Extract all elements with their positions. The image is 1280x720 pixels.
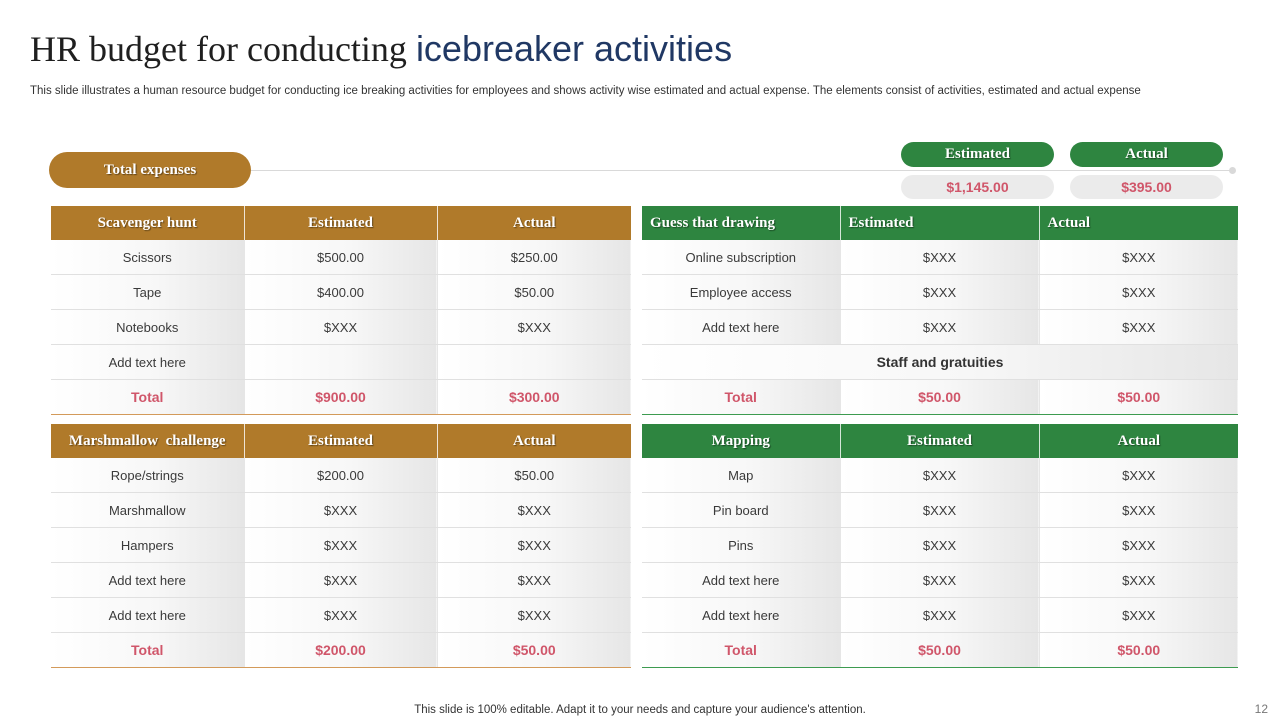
estimated-cell: $XXX [244,310,437,345]
item-cell: Scissors [51,240,244,275]
estimated-cell: $XXX [244,598,437,633]
item-cell: Map [642,458,840,493]
item-cell: Online subscription [642,240,840,275]
estimated-summary-label: Estimated [901,142,1054,167]
table-row [51,310,631,345]
header-actual: Actual [1039,424,1238,458]
estimated-cell: $XXX [244,528,437,563]
estimated-cell: $XXX [244,493,437,528]
estimated-cell: $XXX [244,563,437,598]
estimated-summary-value: $1,145.00 [901,175,1054,199]
total-estimated: $50.00 [840,633,1039,668]
total-expenses-pill: Total expenses [49,152,251,188]
table-row [642,598,1238,633]
table-header-row [51,424,631,458]
item-cell: Hampers [51,528,244,563]
item-cell: Add text here [642,310,840,345]
estimated-cell: $XXX [840,275,1039,310]
actual-cell: $XXX [437,310,631,345]
total-actual: $50.00 [437,633,631,668]
item-cell: Pin board [642,493,840,528]
estimated-cell: $XXX [840,528,1039,563]
header-estimated: Estimated [840,424,1039,458]
table-header-row [642,206,1238,240]
actual-cell: $XXX [437,528,631,563]
header-actual: Actual [437,424,631,458]
actual-cell: $XXX [1039,275,1238,310]
mapping-table [642,424,1238,668]
header-activity: Marshmallow challenge [51,424,244,458]
total-row [51,380,631,415]
scavenger-hunt-table [51,206,631,415]
total-label: Total [642,633,840,668]
item-cell: Marshmallow [51,493,244,528]
slide-description: This slide illustrates a human resource budget for conducting ice breaking activities for employees and shows activity wise estimated and actual expense. The elements consist of activities, estimated and actual expense [30,85,1141,97]
actual-cell: $XXX [437,563,631,598]
actual-cell: $50.00 [437,458,631,493]
header-activity: Scavenger hunt [51,206,244,240]
estimated-cell: $XXX [840,240,1039,275]
total-label: Total [51,380,244,415]
estimated-cell: $400.00 [244,275,437,310]
item-cell: Add text here [642,598,840,633]
divider-dot [1229,167,1236,174]
estimated-cell [244,345,437,380]
item-cell: Notebooks [51,310,244,345]
table-header-row [51,206,631,240]
total-estimated: $50.00 [840,380,1039,415]
estimated-cell: $XXX [840,563,1039,598]
total-row [51,633,631,668]
table-row [51,240,631,275]
estimated-cell: $200.00 [244,458,437,493]
marshmallow-challenge-table [51,424,631,668]
estimated-cell: $XXX [840,310,1039,345]
total-actual: $50.00 [1039,380,1238,415]
actual-cell: $XXX [1039,310,1238,345]
actual-cell: $XXX [437,493,631,528]
total-actual: $50.00 [1039,633,1238,668]
actual-cell: $XXX [1039,493,1238,528]
total-estimated: $200.00 [244,633,437,668]
table-row [642,563,1238,598]
item-cell: Employee access [642,275,840,310]
table-row [51,598,631,633]
title-part-2: icebreaker activities [415,28,733,69]
actual-cell: $250.00 [437,240,631,275]
table-row [642,310,1238,345]
table-row [51,493,631,528]
table-row [642,528,1238,563]
item-cell: Add text here [642,563,840,598]
header-actual: Actual [437,206,631,240]
header-activity: Guess that drawing [642,206,840,240]
actual-cell: $XXX [437,598,631,633]
item-cell: Tape [51,275,244,310]
actual-summary-value: $395.00 [1070,175,1223,199]
actual-cell: $XXX [1039,458,1238,493]
guess-that-drawing-table [642,206,1238,415]
title-part-1: HR budget for conducting [30,29,416,69]
total-label: Total [51,633,244,668]
actual-cell: $XXX [1039,240,1238,275]
estimated-cell: $XXX [840,598,1039,633]
table-row [642,275,1238,310]
footer-note: This slide is 100% editable. Adapt it to your needs and capture your audience's attention. [414,704,866,716]
table-row [642,493,1238,528]
table-row [51,458,631,493]
actual-summary-label: Actual [1070,142,1223,167]
table-row [51,563,631,598]
page-number: 12 [1254,702,1268,716]
table-row [51,275,631,310]
actual-cell [437,345,631,380]
header-activity: Mapping [642,424,840,458]
estimated-cell: $500.00 [244,240,437,275]
table-row [642,240,1238,275]
item-cell: Add text here [51,345,244,380]
item-cell: Rope/strings [51,458,244,493]
total-label: Total [642,380,840,415]
total-actual: $300.00 [437,380,631,415]
total-row [642,380,1238,415]
actual-cell: $XXX [1039,528,1238,563]
header-estimated: Estimated [244,206,437,240]
staff-gratuities-row [642,345,1238,380]
header-estimated: Estimated [840,206,1039,240]
actual-cell: $XXX [1039,598,1238,633]
header-estimated: Estimated [244,424,437,458]
table-row [51,345,631,380]
estimated-cell: $XXX [840,493,1039,528]
estimated-cell: $XXX [840,458,1039,493]
actual-cell: $XXX [1039,563,1238,598]
item-cell: Add text here [51,563,244,598]
staff-gratuities-cell: Staff and gratuities [642,345,1238,380]
total-row [642,633,1238,668]
actual-cell: $50.00 [437,275,631,310]
table-row [51,528,631,563]
header-actual: Actual [1039,206,1238,240]
table-row [642,458,1238,493]
page-title [30,26,732,72]
item-cell: Add text here [51,598,244,633]
divider-line [251,170,1231,171]
item-cell: Pins [642,528,840,563]
table-header-row [642,424,1238,458]
total-estimated: $900.00 [244,380,437,415]
